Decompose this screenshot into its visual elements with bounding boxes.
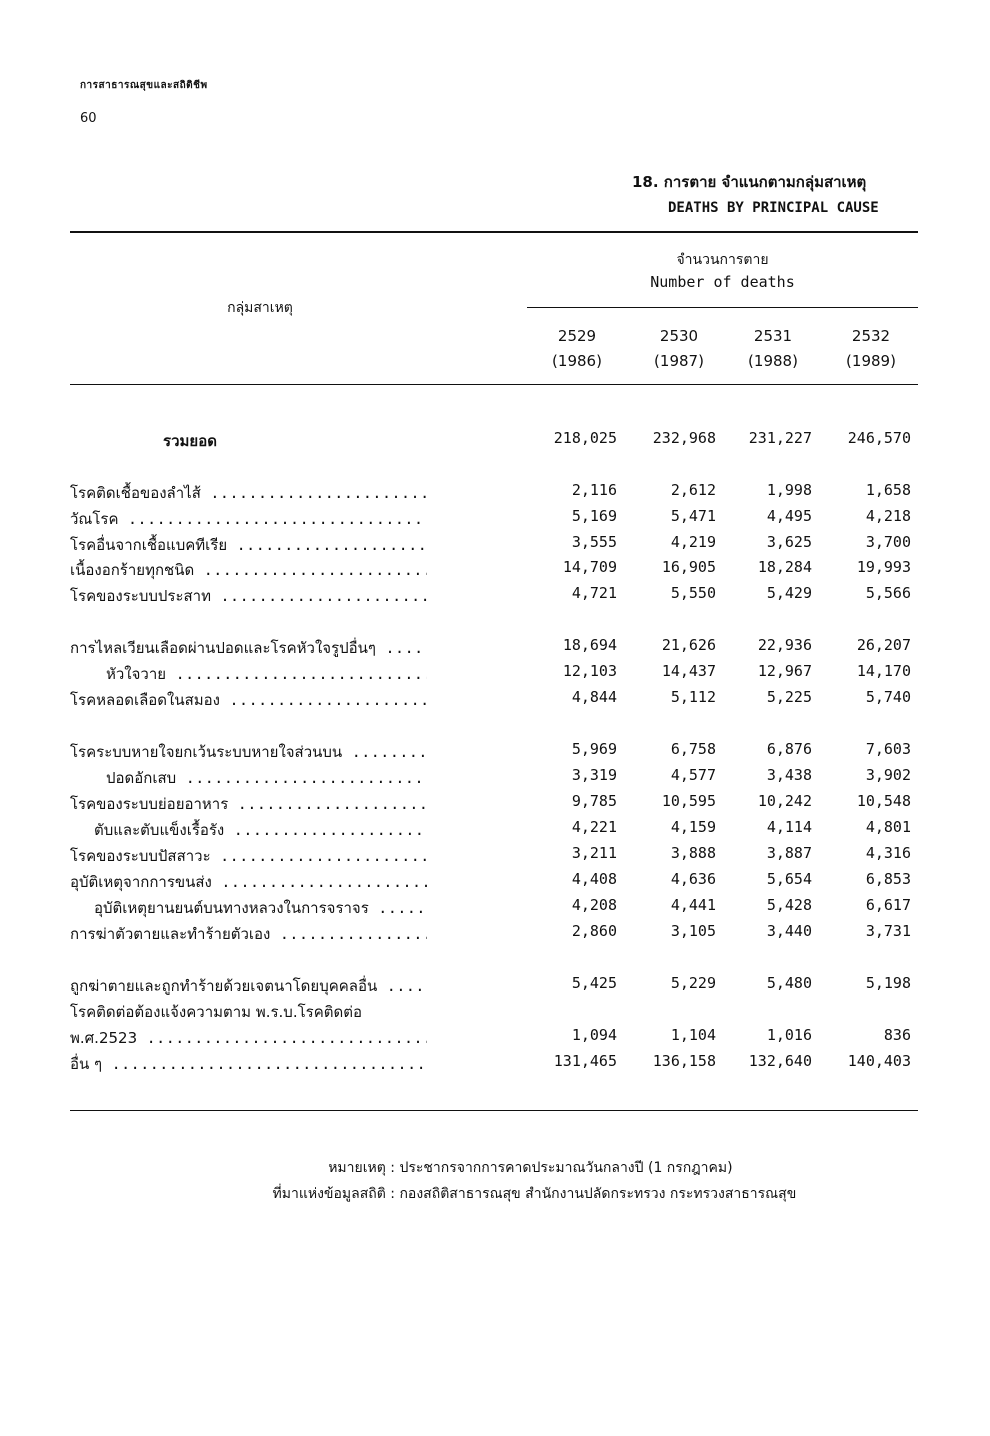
cell-1989: 246,570 (847, 429, 911, 447)
row-label: โรคหลอดเลือดในสมอง ..... (70, 688, 427, 712)
table-row (70, 818, 918, 844)
cell-1986: 5,169 (571, 507, 617, 525)
row-label: โรคของระบบย่อยอาหาร ..... (70, 792, 427, 816)
row-label: โรคระบบหายใจยกเว้นระบบหายใจส่วนบน ..... (70, 740, 427, 764)
remark-note (230, 1157, 930, 1179)
cell-1989: 14,170 (856, 662, 911, 680)
table-row (70, 688, 918, 714)
table-row (70, 1000, 918, 1026)
cell-1986: 218,025 (553, 429, 617, 447)
cell-1988: 10,242 (757, 792, 812, 810)
table-row (70, 974, 918, 1000)
header-group-thai: จำนวนการตาย (676, 252, 769, 268)
table-row (70, 584, 918, 610)
row-label: รวมยอด (163, 432, 217, 450)
row-label: อุบัติเหตุจากการขนส่ง ..... (70, 870, 427, 894)
cell-1987: 6,758 (670, 740, 716, 758)
cell-1986: 4,844 (571, 688, 617, 706)
source-label: ที่มาแห่งข้อมูลสถิติ : (272, 1186, 395, 1202)
cell-1988: 3,440 (766, 922, 812, 940)
year-be: 2530 (659, 327, 699, 345)
table-row (70, 507, 918, 533)
year-header-1989 (826, 324, 916, 374)
cell-1987: 3,105 (670, 922, 716, 940)
cell-1988: 3,625 (766, 533, 812, 551)
row-label: เนื้องอกร้ายทุกชนิด ..... (70, 558, 427, 582)
table-row (70, 1052, 918, 1078)
cell-1989: 140,403 (847, 1052, 911, 1070)
cell-1987: 3,888 (670, 844, 716, 862)
cell-1989: 6,617 (865, 896, 911, 914)
cell-1989: 3,700 (865, 533, 911, 551)
table-row (70, 558, 918, 584)
cell-1986: 9,785 (571, 792, 617, 810)
cell-1988: 22,936 (757, 636, 812, 654)
cell-1988: 4,114 (766, 818, 812, 836)
cell-1988: 12,967 (757, 662, 812, 680)
cell-1987: 1,104 (670, 1026, 716, 1044)
cell-1986: 4,221 (571, 818, 617, 836)
year-ce: (1989) (846, 352, 896, 370)
cell-1988: 3,887 (766, 844, 812, 862)
cell-1988: 6,876 (766, 740, 812, 758)
running-head: การสาธารณสุขและสถิติชีพ (80, 80, 208, 91)
cell-1988: 5,428 (766, 896, 812, 914)
table-row (70, 922, 918, 948)
cell-1986: 4,208 (571, 896, 617, 914)
year-be: 2531 (753, 327, 793, 345)
cell-1987: 5,471 (670, 507, 716, 525)
cell-1988: 3,438 (766, 766, 812, 784)
cell-1989: 836 (883, 1026, 911, 1044)
row-label: โรคติดต่อต้องแจ้งความตาม พ.ร.บ.โรคติดต่อ (70, 1003, 362, 1021)
table-row (70, 636, 918, 662)
table-row (70, 481, 918, 507)
cell-1986: 2,860 (571, 922, 617, 940)
cell-1989: 5,566 (865, 584, 911, 602)
cell-1987: 5,550 (670, 584, 716, 602)
row-label: หัวใจวาย ..... (70, 662, 427, 686)
cell-1989: 6,853 (865, 870, 911, 888)
table-row (70, 533, 918, 559)
cell-1989: 4,218 (865, 507, 911, 525)
remark-label: หมายเหตุ : (328, 1160, 395, 1176)
cell-1987: 10,595 (661, 792, 716, 810)
cell-1988: 5,225 (766, 688, 812, 706)
row-label: การฆ่าตัวตายและทำร้ายตัวเอง ..... (70, 922, 427, 946)
source-text: กองสถิติสาธารณสุข สำนักงานปลัดกระทรวง กระทรวงสาธารณสุข (399, 1186, 797, 1202)
year-be: 2532 (851, 327, 891, 345)
cell-1986: 2,116 (571, 481, 617, 499)
cell-1987: 232,968 (652, 429, 716, 447)
cell-1989: 26,207 (856, 636, 911, 654)
title-english: DEATHS BY PRINCIPAL CAUSE (668, 200, 879, 216)
cell-1987: 21,626 (661, 636, 716, 654)
cell-1986: 4,721 (571, 584, 617, 602)
row-label: ปอดอักเสบ ..... (70, 766, 427, 790)
title-thai: 18. การตาย จำแนกตามกลุ่มสาเหตุ (632, 173, 867, 191)
cell-1987: 136,158 (652, 1052, 716, 1070)
year-ce: (1988) (748, 352, 798, 370)
cell-1989: 19,993 (856, 558, 911, 576)
cell-1988: 18,284 (757, 558, 812, 576)
table-row (70, 896, 918, 922)
row-label: วัณโรค ..... (70, 507, 427, 531)
table-title (560, 170, 900, 216)
cell-1989: 3,902 (865, 766, 911, 784)
cell-1987: 5,229 (670, 974, 716, 992)
cell-1987: 4,441 (670, 896, 716, 914)
cell-1986: 12,103 (562, 662, 617, 680)
cell-1987: 5,112 (670, 688, 716, 706)
cell-1986: 1,094 (571, 1026, 617, 1044)
cell-1987: 4,219 (670, 533, 716, 551)
row-label: พ.ศ.2523 ..... (70, 1026, 427, 1050)
cell-1989: 7,603 (865, 740, 911, 758)
cell-1988: 1,016 (766, 1026, 812, 1044)
header-group-english: Number of deaths (650, 273, 795, 291)
cell-1986: 14,709 (562, 558, 617, 576)
cell-1987: 4,577 (670, 766, 716, 784)
table-row (70, 1026, 918, 1052)
cell-1986: 5,425 (571, 974, 617, 992)
cell-1986: 3,555 (571, 533, 617, 551)
cell-1986: 4,408 (571, 870, 617, 888)
header-bottom-rule (70, 384, 918, 385)
page-number: 60 (80, 111, 97, 126)
cell-1987: 14,437 (661, 662, 716, 680)
header-sub-rule (527, 307, 918, 308)
table-row (70, 766, 918, 792)
row-label: ตับและตับแข็งเรื้อรัง ..... (70, 818, 427, 842)
cell-1988: 5,480 (766, 974, 812, 992)
cell-1989: 3,731 (865, 922, 911, 940)
table-row (70, 662, 918, 688)
remark-text: ประชากรจากการคาดประมาณวันกลางปี (1 กรกฎาคม) (399, 1160, 733, 1176)
row-label: ถูกฆ่าตายและถูกทำร้ายด้วยเจตนาโดยบุคคลอื่น ..... (70, 974, 427, 998)
source-note (230, 1183, 930, 1205)
cell-1989: 4,801 (865, 818, 911, 836)
cell-1989: 1,658 (865, 481, 911, 499)
year-ce: (1987) (654, 352, 704, 370)
year-header-1988 (728, 324, 818, 374)
year-ce: (1986) (552, 352, 602, 370)
row-label: อุบัติเหตุยานยนต์บนทางหลวงในการจราจร ..... (70, 896, 427, 920)
row-label: อื่น ๆ ..... (70, 1052, 427, 1076)
cell-1988: 5,429 (766, 584, 812, 602)
cell-1988: 231,227 (748, 429, 812, 447)
cell-1989: 5,740 (865, 688, 911, 706)
cell-1986: 3,211 (571, 844, 617, 862)
cell-1986: 18,694 (562, 636, 617, 654)
row-label: โรคของระบบปัสสาวะ ..... (70, 844, 427, 868)
cell-1986: 3,319 (571, 766, 617, 784)
year-header-1987 (634, 324, 724, 374)
table-row (70, 870, 918, 896)
year-be: 2529 (557, 327, 597, 345)
table-row (70, 844, 918, 870)
row-label: โรคอื่นจากเชื้อแบคทีเรีย ..... (70, 533, 427, 557)
row-label: การไหลเวียนเลือดผ่านปอดและโรคหัวใจรูปอื่นๆ ..... (70, 636, 427, 660)
table-bottom-rule (70, 1110, 918, 1111)
cell-1987: 4,636 (670, 870, 716, 888)
cell-1989: 10,548 (856, 792, 911, 810)
row-label: โรคของระบบประสาท ..... (70, 584, 427, 608)
cell-1986: 131,465 (553, 1052, 617, 1070)
top-rule (70, 231, 918, 233)
cell-1987: 2,612 (670, 481, 716, 499)
cell-1989: 4,316 (865, 844, 911, 862)
year-header-1986 (532, 324, 622, 374)
cell-1988: 132,640 (748, 1052, 812, 1070)
cell-1989: 5,198 (865, 974, 911, 992)
cell-1988: 5,654 (766, 870, 812, 888)
table-row (70, 792, 918, 818)
cell-1986: 5,969 (571, 740, 617, 758)
cell-1988: 1,998 (766, 481, 812, 499)
table-row-total (70, 429, 918, 455)
cell-1988: 4,495 (766, 507, 812, 525)
cell-1987: 4,159 (670, 818, 716, 836)
cell-1987: 16,905 (661, 558, 716, 576)
row-label: โรคติดเชื้อของลำไส้ ..... (70, 481, 427, 505)
table-row (70, 740, 918, 766)
header-cause-label: กลุ่มสาเหตุ (227, 300, 293, 316)
